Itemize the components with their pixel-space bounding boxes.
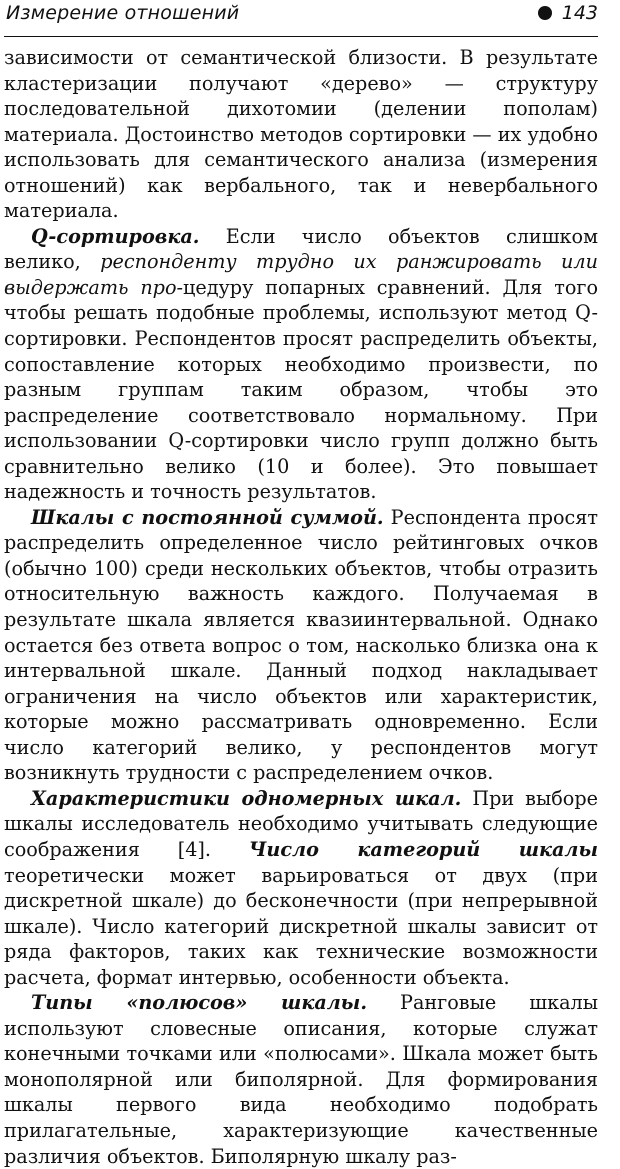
paragraph-text: зависимости от семантической близости. В результате кластеризации получают «дерево» — структуру последовательной дихотомии (делении пополам) материала. Достоинство методов сортировки — их удобно использовать для семантического анализа (измерения отношений) как вербального, так и невербального материала.: [4, 46, 598, 223]
paragraph-text: Если число объектов слишком велико,: [4, 224, 598, 274]
running-title: Измерение отношений: [6, 2, 240, 24]
paragraph-italic-text: респонденту трудно их ранжировать или выдержать про-: [4, 250, 598, 299]
header-right: [538, 2, 598, 24]
scale-characteristics-heading: Характеристики одномерных шкал.: [31, 786, 462, 810]
bullet-dot-icon: [538, 6, 552, 20]
q-sort-heading: Q-сортировка.: [31, 224, 200, 248]
page-header: [4, 0, 598, 37]
paragraph-text: Респондента просят распределить определенное число рейтинговых очков (обычно 100) среди нескольких объектов, чтобы отразить относительную важность каждого. Получаемая в результате шкала является квазиинтервальной. Однако остается без ответа вопрос о том, насколько близка она к интервальной шкале. Данный подход накладывает ограничения на число объектов или характеристик, которые можно рассматривать одновременно. Если число категорий велико, у респондентов могут возникнуть трудности с распределением очков.: [4, 505, 598, 785]
category-count-subheading: Число категорий шкалы: [248, 837, 598, 861]
paragraph-text: Ранговые шкалы используют словесные описания, которые служат конечными точками или «полюсами». Шкала может быть монополярной или биполярной. Для формирования шкалы первого вида необходимо подобрать прилагательные, характеризующие качественные различия объектов. Биполярную шкалу раз-: [4, 991, 598, 1168]
paragraph-constant-sum: [4, 505, 598, 786]
paragraph-scale-poles: [4, 990, 598, 1169]
page-number: 143: [561, 2, 598, 24]
paragraph-q-sort: [4, 224, 598, 505]
paragraph-clustering: [4, 45, 598, 224]
body-text: [4, 45, 598, 1169]
scale-poles-heading: Типы «полюсов» шкалы.: [31, 991, 367, 1015]
paragraph-text: При выборе шкалы исследователь необходимо учитывать следующие соображения [4].: [4, 786, 598, 861]
paragraph-scale-characteristics: [4, 786, 598, 990]
paragraph-text: цедуру попарных сравнений. Для того чтобы решать подобные проблемы, используют метод Q-сортировки. Респондентов просят распределить объекты, сопоставление которых необходимо произвести, по разным группам таким образом, чтобы это распределение соответствовало нормальному. При использовании Q-сортировки число групп должно быть сравнительно велико (10 и более). Это повышает надежность и точность результатов.: [4, 275, 598, 504]
paragraph-text: теоретически может варьироваться от двух (при дискретной шкале) до бесконечности (при непрерывной шкале). Число категорий дискретной шкалы зависит от ряда факторов, таких как технические возможности расчета, формат интервью, особенности объекта.: [4, 863, 598, 989]
constant-sum-heading: Шкалы с постоянной суммой.: [31, 505, 384, 529]
